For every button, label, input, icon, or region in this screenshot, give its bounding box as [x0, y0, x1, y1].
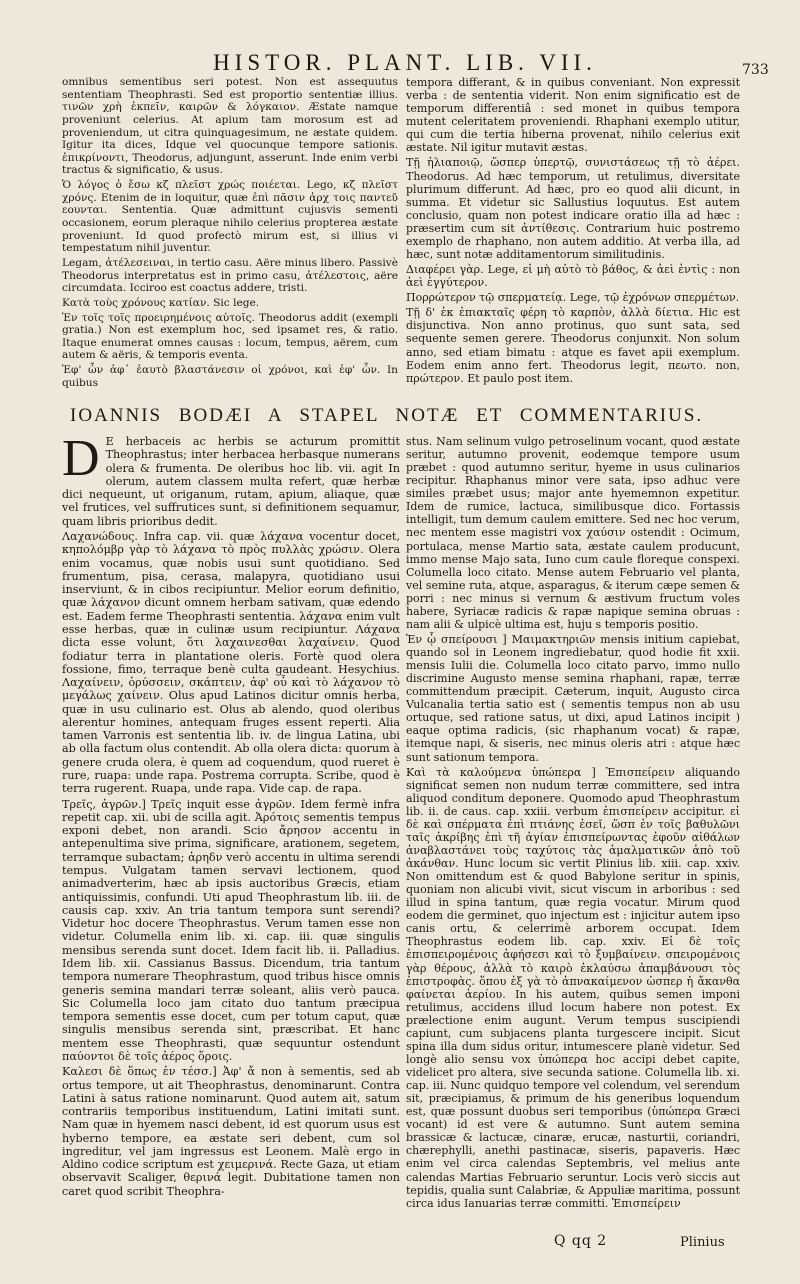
- paragraph: Ἐν τοῖς τοῖς προειρημένοις αὐτοῖς. Theodorus addit (exempli gratia.) Non est exemplum hoc, sed ipsamet res, & ratio. Itaque enumerat omnes causas : locum, tempus, aërem, cum autem & aëris, & temporis eventa.: [62, 311, 398, 362]
- paragraph: stus. Nam selinum vulgo petroselinum vocant, quod æstate seritur, autumno provenit, eodemque tempore usum præbet : quod autumno seritur, hyeme in usus culinarios recipitur. Rhaphanus minor vere sata, ipso adhuc vere similes præbet usus; major ante hyememnon expetitur. Idem de rumice, lactuca, similibusque dico. Fortassis intelligit, tum demum caulem emittere. Sed nec hoc verum, nec mentem esse magistri vox χαύσιν ostendit : Ocimum, portulaca, mense Martio sata, æstate caulem producunt, immo mense Majo sata, Iuno cum caule floreque conspexi. Columella loco citato. Mense autem Februario vel planta, vel semine ruta, atque, asparagus, & iterum cæpe semen & porri : nec minus si vernum & æstivum fructum voles habere, Syriacæ radicis & rapæ napique semina obruas : nam alii & ulpicè ultima est, huju s temporis positio.: [406, 435, 740, 631]
- lower-left-column: [62, 430, 400, 1200]
- paragraph: Καὶ τὰ καλούμενα ὑπώπερα ] Ἐπισπείρειν aliquando significat semen non nudum terræ committere, sed intra aliquod conditum deponere. Quomodo apud Theophrastum lib. ii. de caus. cap. xxiii. verbum ἐπισπείρειν accipitur. εἰ δὲ καὶ σπέρματα ἐπὶ πτιάνης ἐσεῖ, ὥσπ ἐν τοῖς βαθυλῶνι ταῖς ἀκρίβης ἐπὶ τῆ ἀγίαν ἐπισπείρωντας ἐφοῦν αἰθάλων ἀναβλαστάνει τοὺς ταχύτοις τὰς ἀμαλματικῶν ἀπὸ τοῦ ἀκάνθαν. Hunc locum sic vertit Plinius lib. xiii. cap. xxiv. Non omittendum est & quod Babylone seritur in spinis, quoniam non alicubi vivit, sicut viscum in arboribus : sed illud in spina tantum, quæ regia vocatur. Mirum quod eodem die germinet, quo injectum est : injicitur autem ipso canis ortu, & celerrimè arborem occupat. Idem Theophrastus eodem lib. cap. xxiv. Εἰ δὲ τοῖς ἐπισπειρομένοις ἀφήσεσι καὶ τὸ ξυμβαίνειν. σπειρομένοις γὰρ θέρους, ἀλλὰ τὸ καιρὸ ἐκλαύσω ἀπαμβάνουσι τὸς ἐπιστροφὰς. ὅπου ἐξ γὰ τὸ ἀπνακαίμενον ὡσπερ ἡ ἄκανθα φαίνεται ἀερίου. In his autem, quibus semen imponi retulimus, accidens illud locum habere non potest. Ex prælectione enim augunt. Verum tempus suscipiendi capiunt, cum subjacens planta turgescere incipit. Sicut spina illa dum sidus oritur, intumescere planè videtur. Sed longè alio sensu vox ὑπώπερα hoc accipi debet capite, videlicet pro altera, sive secunda satione. Columella lib. xi. cap. iii. Nunc quidquo tempore vel colendum, vel serendum sit, præcipiamus, & primum de his generibus loquendum est, quæ possunt duobus seri temporibus (ὑπώπερα Græci vocant) id est vere & autumno. Sunt autem semina brassicæ & lactucæ, cinaræ, erucæ, nasturtii, coriandri, chærephylli, anethi pastinacæ, siseris, papaveris. Hæc enim vel circa calendas Septembris, vel melius ante calendas Martias Februario seruntur. Locis verò siccis aut tepidis, qualia sunt Calabriæ, & Appuliæ maritima, possunt circa idus Ianuarias terræ committi. Ἐπισπείρειν: [406, 765, 740, 1210]
- paragraph: omnibus sementibus seri potest. Non est assequutus sententiam Theophrasti. Sed est proportio sententiæ illius. τινῶν χρὴ ἐκπεῖν, καιρῶν & λόγκαιον. Æstate namque proveniunt celerius. At apium tam morosum est ad proveniendum, ut citra quinquagesimum, ne æstate quidem. Igitur ita dices, Idque vel quocunque tempore sationis. ἐπικρίνοντι, Theodorus, adjungunt, asserunt. Inde enim verbi tractus & significatio, & usus.: [62, 76, 398, 177]
- paragraph: Πορρώτερον τῷ σπερματείᾳ. Lege, τῷ ἐχρόνων σπερμέτων.: [406, 291, 740, 305]
- paragraph: Τῇ δ' ἐκ ἐπιακταῖς φέρη τὸ καρπὸν, ἀλλὰ δίετια. Hic est disjunctiva. Non anno protinus, quo sunt sata, sed sequente semen gerere. Theodorus conjunxit. Non solum anno, sed etiam bimatu : atque es favet apii exemplum. Eodem enim anno fert. Theodorus legit, πεωτο. non, πρώτερον. Et paulo post item.: [406, 306, 740, 385]
- paragraph: Διαφέρει γὰρ. Lege, εἰ μὴ αὐτὸ τὸ βάθος, & ἀεὶ ἐντὶς : non ἀεὶ ἐγγύτερον.: [406, 263, 740, 290]
- paragraph: [62, 430, 400, 528]
- paragraph: Καλεσι δὲ ὅπως ἐν τέσσ.] Ἀφ' ἄ non à sementis, sed ab ortus tempore, ut ait Theophrastus, denominarunt. Contra Latini à satus ratione nominarunt. Quod autem ait, satum contrariis temporibus instituendum, Latini imitati sunt. Nam quæ in hyemem nasci debent, id est quorum usus est hyberno tempore, ea æstate seri debent, cum sol ingreditur, vel jam ingressus est Leonem. Malè ergo in Aldino codice scriptum est χειμερινά. Recte Gaza, ut etiam observavit Scaliger, θερινά legit. Dubitatione tamen non caret quod scribit Theophra-: [62, 1065, 400, 1198]
- catchword: Plinius: [680, 1235, 725, 1250]
- signature-mark: Q qq 2: [554, 1233, 608, 1249]
- paragraph: Ἐν ᾧ σπείρουσι ] Μαιμακτηριῶν mensis initium capiebat, quando sol in Leonem ingrediebatur, quod hodie fit xxii. mensis Iulii die. Columella loco citato parvo, immo nullo discrimine Augusto mense semina rhaphani, rapæ, terræ committendum præcipit. Cæterum, inquit, Augusto circa Vulcanalia tertia satio est ( sementis tempus non ab usu ortuque, sed ratione satus, ut dixi, apud Latinos incipit ) eaque optima radicis, (sic rhaphanum vocat) & rapæ, itemque napi, & siseris, nec minus oleris atri : atque hæc sunt sationum tempora.: [406, 632, 740, 764]
- drop-cap: D: [62, 430, 100, 487]
- paragraph: Τρεῖς, ἀγρῶν.] Τρεῖς inquit esse ἀγρῶν. Idem fermè infra repetit cap. xii. ubi de scilla agit. Ἀρότοις sementis tempus exponi debet, non arandi. Scio ἄρησον accentu in antepenultima sive prima, significare, arationem, segetem, terramque subactam; ἀρηδν verò accentu in ultima serendi tempus. Vulgatam tamen servavi lectionem, quod animadverterim, hæc ab ipsis auctoribus Græcis, etiam antiquissimis, confundi. Uti apud Theophrastum lib. iii. de causis cap. xxiv. An tria tantum tempora sunt serendi? Videtur hoc docere Theophrastus. Verum tamen esse non videtur. Columella enim lib. xi. cap. iii. quæ singulis mensibus serenda sunt docet. Idem facit lib. ii. Palladius. Idem lib. xii. Cassianus Bassus. Dicendum, tria tantum tempora numerare Theophrastum, quod tribus hisce omnis generis semina mandari terræ soleant, aliis verò pauca. Sic Columella loco jam citato duo tantum præcipua tempora sementis esse docet, cum per totum caput, quæ singulis mensibus serenda sint, præscribat. Et hanc mentem esse Theophrasti, quæ sequuntur ostendunt παύοντοι δὲ τοῖς ἀέρος ὅροις.: [62, 797, 400, 1063]
- paragraph: Ὁ λόγος ὁ ἔσω κζ πλεῖστ χρώς ποιέεται. Lego, κζ πλεῖστ χρόνς. Etenim de in loquitur, quæ ἐπὶ πᾶσιν ἀρχ τοις παντεῦ εουνται. Sententia. Quæ admittunt cujusvis sementi occasionem, eorum pleraque nihilo celerius propterea æstate proveniunt. Id quod profectò mirum est, si illius vi tempestatum nihil juventur.: [62, 179, 398, 255]
- paragraph: Κατὰ τοὺς χρόνους κατίαν. Sic lege.: [62, 296, 260, 309]
- paragraph: Τῇ ἡλιαποιῷ, ὥσπερ ὑπερτῷ, συνιστάσεως τῇ τὸ ἀέρει. Theodorus. Ad hæc temporum, ut retulimus, diversitate plurimum differunt. Ad hæc, pro eo quod alii dicunt, in summa. Et videtur sic Sallustius loquutus. Est autem conclusio, quam non potest indicare oratio illa ad hæc : præsertim cum sit ἀντίθεσις. Contrarium huic postremo exemplo de rhaphano, non autem additio. At verba illa, ad hæc, sunt notæ additamentorum similitudinis.: [406, 156, 740, 262]
- upper-right-column: [406, 76, 740, 387]
- paragraph-text: E herbaceis ac herbis se acturum promittit Theophrastus; inter herbacea herbasque numerans olera & frumenta. De oleribus hoc lib. vii. agit In olerum, autem classem multa refert, quæ herbæ dici nequeunt, ut origanum, rutam, apium, aliaque, quæ vel frutices, vel suffrutices sunt, si definitionem sequamur, quam libris prioribus dedit.: [62, 435, 400, 528]
- upper-left-column: [62, 76, 398, 391]
- paragraph: tempora differant, & in quibus conveniant. Non expressit verba : de sententia viderit. Non enim significatio est de temporum differentiâ : sed monet in quibus tempora mutent celeritatem proveniendi. Rhaphani exemplo utitur, qui cum die tertia hiberna provenat, nihilo celerius exit æstate. Nil igitur mutavit æstas.: [406, 76, 740, 155]
- running-head: HISTOR. PLANT. LIB. VII.: [213, 50, 597, 75]
- page-number: 733: [742, 62, 769, 78]
- paragraph: Ἐφ' ὧν ἀφ᾽ ἐαυτὸ βλαστάνεσιν οἱ χρόνοι, καὶ ἐφ' ὧν. In quibus: [62, 364, 398, 389]
- section-title: IOANNIS BODÆI A STAPEL NOTÆ ET COMMENTARIUS.: [70, 405, 704, 426]
- paragraph: Legam, ἀτέλεσειναι, in tertio casu. Aëre minus libero. Passivè Theodorus interpretatus est in primo casu, ἀτέλεστοις, aëre circumdata. Icciroo est coactus addere, tristi.: [62, 256, 398, 295]
- paragraph: Λαχανώδους. Infra cap. vii. quæ λάχανα vocentur docet, κηπολόμβρ γὰρ τὸ λάχανα τὸ πρὸς πυλλὰς χρώσιν. Olera enim vocamus, quæ nobis usui sunt quotidiano. Sed frumentum, pisa, cerasa, malapyra, quotidiano usui inserviunt, & in cibos recipiuntur. Melior eorum definitio, quæ λάχανον dicunt omnem herbam sativam, quæ edendo est. Eadem ferme Theophrasti sententia. λάχανα enim vult esse herbas, quæ in culinæ usum recipiuntur. Λάχανα dicta esse volunt, ὅτι λαχαινεσθαι λαχαίνειν. Quod fodiatur terra in plantatione oleris. Fortè quod olera fossione, fimo, terraque benè culta gaudeant. Hesychius. Λαχαίνειν, ὀρύσσειν, σκάπτειν, ἀφ' οὗ καὶ τὸ λάχανον τὸ μεγάλως χαίνειν. Olus apud Latinos dicitur omnis herba, quæ in usu culinario est. Olus ab alendo, quod oleribus alerentur homines, antequam fruges essent reperti. Alia tamen Varronis est sententia lib. iv. de lingua Latina, ubi ab olla factum olus contendit. Ab olla olera dicta: quorum à genere cruda olera, è quem ad coquendum, quod rueret è rure, ruapa: unde rapa. Postrema corrupta. Scribe, quod è terra rugerent. Ruapa, unde rapa. Vide cap. de rapa.: [62, 529, 400, 796]
- lower-right-column: [406, 435, 740, 1212]
